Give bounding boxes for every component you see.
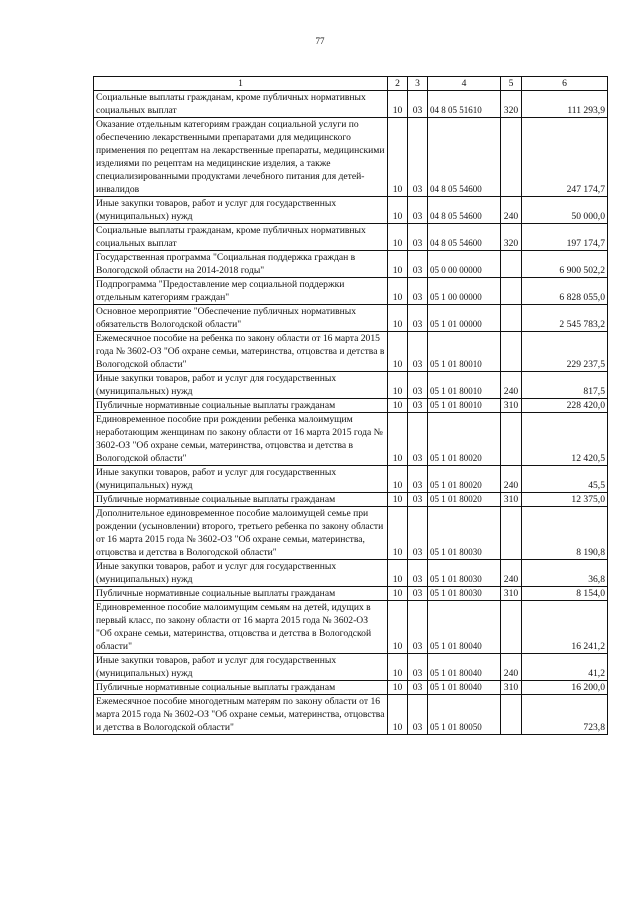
- row-expense-type-cell: 240: [501, 466, 522, 493]
- row-subsection-cell: 03: [408, 601, 428, 654]
- row-name-cell: Единовременное пособие при рождении ребенка малоимущим неработающим женщинам по закону области от 16 марта 2015 года № 3602-ОЗ "Об охране семьи, материнства, отцовства и детства в Вологодской области": [94, 413, 388, 466]
- table-row: [94, 372, 608, 399]
- row-name-cell: Единовременное пособие малоимущим семьям на детей, идущих в первый класс, по закону области от 16 марта 2015 года № 3602-ОЗ "Об охране семьи, материнства, отцовства и детства в Вологодской области": [94, 601, 388, 654]
- row-expense-type-cell: [501, 507, 522, 560]
- row-name-cell: Дополнительное единовременное пособие малоимущей семье при рождении (усыновлении) второго, третьего ребенка по закону области от 16 марта 2015 года № 3602-ОЗ "Об охране семьи, материнства, отцовства и детства в Вологодской области": [94, 507, 388, 560]
- row-section-cell: 10: [388, 507, 408, 560]
- row-subsection-cell: 03: [408, 372, 428, 399]
- row-amount-cell: 723,8: [522, 695, 608, 735]
- table-row: [94, 413, 608, 466]
- row-expense-type-cell: [501, 278, 522, 305]
- row-target-code-cell: 05 1 01 00000: [428, 305, 501, 332]
- row-amount-cell: 45,5: [522, 466, 608, 493]
- header-cell: 6: [522, 77, 608, 91]
- table-row: [94, 681, 608, 695]
- row-name-cell: Оказание отдельным категориям граждан социальной услуги по обеспечению лекарственными препаратами для медицинского применения по рецептам на лекарственные препараты, медицинскими изделиями по рецептам на медицинские изделия, а также специализированными продуктами лечебного питания для детей-инвалидов: [94, 118, 388, 197]
- row-target-code-cell: 05 1 01 80010: [428, 399, 501, 413]
- row-section-cell: 10: [388, 399, 408, 413]
- column-number-header: [94, 77, 608, 91]
- row-section-cell: 10: [388, 197, 408, 224]
- table-row: [94, 507, 608, 560]
- row-section-cell: 10: [388, 587, 408, 601]
- row-name-cell: Иные закупки товаров, работ и услуг для государственных (муниципальных) нужд: [94, 560, 388, 587]
- row-section-cell: 10: [388, 601, 408, 654]
- row-subsection-cell: 03: [408, 560, 428, 587]
- row-section-cell: 10: [388, 278, 408, 305]
- row-subsection-cell: 03: [408, 332, 428, 372]
- row-expense-type-cell: [501, 413, 522, 466]
- row-target-code-cell: 05 1 01 80040: [428, 601, 501, 654]
- row-expense-type-cell: 240: [501, 197, 522, 224]
- row-expense-type-cell: 320: [501, 224, 522, 251]
- row-section-cell: 10: [388, 224, 408, 251]
- row-amount-cell: 6 900 502,2: [522, 251, 608, 278]
- row-subsection-cell: 03: [408, 197, 428, 224]
- table-row: [94, 601, 608, 654]
- row-target-code-cell: 05 1 01 80010: [428, 332, 501, 372]
- row-section-cell: 10: [388, 91, 408, 118]
- row-section-cell: 10: [388, 560, 408, 587]
- row-expense-type-cell: 310: [501, 587, 522, 601]
- row-subsection-cell: 03: [408, 305, 428, 332]
- row-subsection-cell: 03: [408, 507, 428, 560]
- table-row: [94, 278, 608, 305]
- row-name-cell: Иные закупки товаров, работ и услуг для государственных (муниципальных) нужд: [94, 654, 388, 681]
- table-row: [94, 224, 608, 251]
- header-cell: 2: [388, 77, 408, 91]
- row-section-cell: 10: [388, 118, 408, 197]
- row-subsection-cell: 03: [408, 493, 428, 507]
- row-amount-cell: 111 293,9: [522, 91, 608, 118]
- table-row: [94, 332, 608, 372]
- row-subsection-cell: 03: [408, 118, 428, 197]
- row-expense-type-cell: [501, 695, 522, 735]
- row-section-cell: 10: [388, 681, 408, 695]
- row-amount-cell: 12 375,0: [522, 493, 608, 507]
- row-target-code-cell: 05 1 01 80020: [428, 493, 501, 507]
- row-target-code-cell: 05 1 01 80020: [428, 466, 501, 493]
- row-subsection-cell: 03: [408, 466, 428, 493]
- row-name-cell: Социальные выплаты гражданам, кроме публичных нормативных социальных выплат: [94, 91, 388, 118]
- row-amount-cell: 197 174,7: [522, 224, 608, 251]
- row-target-code-cell: 05 1 01 80040: [428, 681, 501, 695]
- row-target-code-cell: 05 1 01 80010: [428, 372, 501, 399]
- row-subsection-cell: 03: [408, 681, 428, 695]
- row-section-cell: 10: [388, 251, 408, 278]
- row-amount-cell: 247 174,7: [522, 118, 608, 197]
- budget-table: [93, 76, 608, 735]
- row-expense-type-cell: 240: [501, 654, 522, 681]
- row-target-code-cell: 04 8 05 54600: [428, 118, 501, 197]
- row-name-cell: Подпрограмма "Предоставление мер социальной поддержки отдельным категориям граждан": [94, 278, 388, 305]
- row-expense-type-cell: 240: [501, 372, 522, 399]
- row-section-cell: 10: [388, 372, 408, 399]
- row-amount-cell: 50 000,0: [522, 197, 608, 224]
- table-row: [94, 251, 608, 278]
- row-expense-type-cell: [501, 118, 522, 197]
- row-subsection-cell: 03: [408, 399, 428, 413]
- row-name-cell: Основное мероприятие "Обеспечение публичных нормативных обязательств Вологодской области": [94, 305, 388, 332]
- row-name-cell: Социальные выплаты гражданам, кроме публичных нормативных социальных выплат: [94, 224, 388, 251]
- row-amount-cell: 228 420,0: [522, 399, 608, 413]
- table-row: [94, 695, 608, 735]
- row-name-cell: Иные закупки товаров, работ и услуг для государственных (муниципальных) нужд: [94, 197, 388, 224]
- row-subsection-cell: 03: [408, 224, 428, 251]
- row-name-cell: Иные закупки товаров, работ и услуг для государственных (муниципальных) нужд: [94, 466, 388, 493]
- budget-table-body: [94, 77, 608, 735]
- row-target-code-cell: 04 8 05 54600: [428, 224, 501, 251]
- table-row: [94, 91, 608, 118]
- table-row: [94, 118, 608, 197]
- row-subsection-cell: 03: [408, 251, 428, 278]
- row-subsection-cell: 03: [408, 413, 428, 466]
- row-target-code-cell: 05 1 01 80030: [428, 587, 501, 601]
- row-expense-type-cell: [501, 251, 522, 278]
- row-target-code-cell: 05 1 01 80030: [428, 560, 501, 587]
- row-expense-type-cell: [501, 601, 522, 654]
- row-target-code-cell: 04 8 05 51610: [428, 91, 501, 118]
- row-section-cell: 10: [388, 466, 408, 493]
- table-row: [94, 197, 608, 224]
- table-row: [94, 560, 608, 587]
- table-row: [94, 493, 608, 507]
- table-row: [94, 654, 608, 681]
- row-name-cell: Иные закупки товаров, работ и услуг для государственных (муниципальных) нужд: [94, 372, 388, 399]
- row-subsection-cell: 03: [408, 91, 428, 118]
- row-section-cell: 10: [388, 654, 408, 681]
- row-subsection-cell: 03: [408, 654, 428, 681]
- row-expense-type-cell: [501, 305, 522, 332]
- row-section-cell: 10: [388, 493, 408, 507]
- row-target-code-cell: 04 8 05 54600: [428, 197, 501, 224]
- row-target-code-cell: 05 0 00 00000: [428, 251, 501, 278]
- row-name-cell: Публичные нормативные социальные выплаты гражданам: [94, 587, 388, 601]
- table-row: [94, 466, 608, 493]
- row-amount-cell: 41,2: [522, 654, 608, 681]
- row-name-cell: Ежемесячное пособие на ребенка по закону области от 16 марта 2015 года № 3602-ОЗ "Об охране семьи, материнства, отцовства и детства в Вологодской области": [94, 332, 388, 372]
- row-amount-cell: 817,5: [522, 372, 608, 399]
- row-target-code-cell: 05 1 01 80020: [428, 413, 501, 466]
- row-amount-cell: 2 545 783,2: [522, 305, 608, 332]
- row-subsection-cell: 03: [408, 695, 428, 735]
- row-section-cell: 10: [388, 695, 408, 735]
- row-amount-cell: 16 241,2: [522, 601, 608, 654]
- row-amount-cell: 16 200,0: [522, 681, 608, 695]
- row-target-code-cell: 05 1 01 80030: [428, 507, 501, 560]
- row-amount-cell: 36,8: [522, 560, 608, 587]
- row-expense-type-cell: 310: [501, 399, 522, 413]
- table-row: [94, 399, 608, 413]
- row-target-code-cell: 05 1 00 00000: [428, 278, 501, 305]
- row-target-code-cell: 05 1 01 80050: [428, 695, 501, 735]
- row-amount-cell: 8 190,8: [522, 507, 608, 560]
- row-expense-type-cell: 310: [501, 493, 522, 507]
- row-expense-type-cell: 310: [501, 681, 522, 695]
- page-number: 77: [315, 36, 325, 46]
- row-section-cell: 10: [388, 332, 408, 372]
- table-row: [94, 305, 608, 332]
- row-name-cell: Ежемесячное пособие многодетным матерям по закону области от 16 марта 2015 года № 3602-ОЗ "Об охране семьи, материнства, отцовства и детства в Вологодской области": [94, 695, 388, 735]
- header-cell: 3: [408, 77, 428, 91]
- row-amount-cell: 8 154,0: [522, 587, 608, 601]
- row-name-cell: Публичные нормативные социальные выплаты гражданам: [94, 399, 388, 413]
- row-name-cell: Публичные нормативные социальные выплаты гражданам: [94, 493, 388, 507]
- row-subsection-cell: 03: [408, 278, 428, 305]
- header-cell: 5: [501, 77, 522, 91]
- row-section-cell: 10: [388, 305, 408, 332]
- row-expense-type-cell: [501, 332, 522, 372]
- row-subsection-cell: 03: [408, 587, 428, 601]
- row-target-code-cell: 05 1 01 80040: [428, 654, 501, 681]
- header-cell: 4: [428, 77, 501, 91]
- table-row: [94, 587, 608, 601]
- row-amount-cell: 6 828 055,0: [522, 278, 608, 305]
- row-amount-cell: 12 420,5: [522, 413, 608, 466]
- row-section-cell: 10: [388, 413, 408, 466]
- row-name-cell: Публичные нормативные социальные выплаты гражданам: [94, 681, 388, 695]
- row-expense-type-cell: 320: [501, 91, 522, 118]
- row-expense-type-cell: 240: [501, 560, 522, 587]
- header-cell: 1: [94, 77, 388, 91]
- row-amount-cell: 229 237,5: [522, 332, 608, 372]
- row-name-cell: Государственная программа "Социальная поддержка граждан в Вологодской области на 2014-2018 годы": [94, 251, 388, 278]
